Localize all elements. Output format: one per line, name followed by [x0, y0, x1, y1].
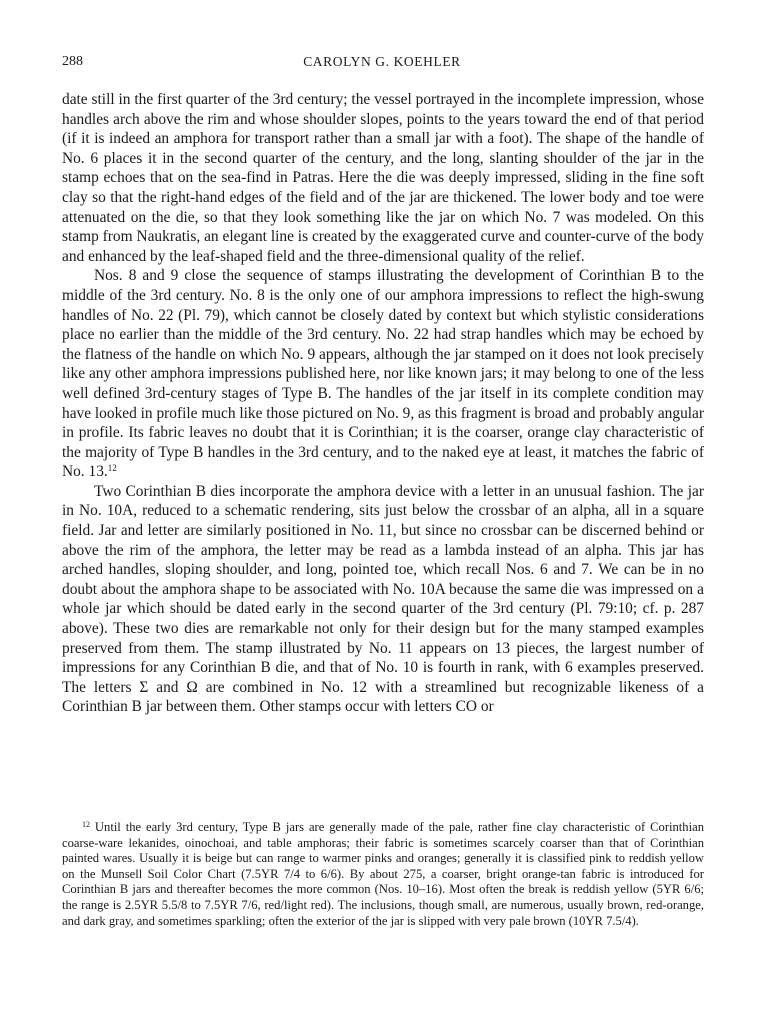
paragraph-text: Nos. 8 and 9 close the sequence of stamps illustrating the development of Corinthian B to the middle of the 3rd century. No. 8 is the only one of our amphora impressions to reflect the high-swung handles of No. 22 (Pl. 79), which cannot be closely dated by context but which stylistic considerations place no earlier than the middle of the 3rd century. No. 22 had strap handles which may be echoed by the flatness of the handle on which No. 9 appears, although the jar stamped on it does not look precisely like any other amphora impressions published here, nor like known jars; it may belong to one of the less well defined 3rd-century stages of Type B. The handles of the jar itself in its complete condition may have looked in profile much like those pictured on No. 9, as this fragment is broad and probably angular in profile. Its fabric leaves no doubt that it is Corinthian; it is the coarser, orange clay characteristic of the majority of Type B handles in the 3rd century, and to the naked eye at least, it matches the fabric of No. 13.: [62, 267, 704, 481]
page-number: 288: [62, 54, 83, 69]
page-header: [62, 54, 702, 74]
footnote-12: [62, 820, 704, 929]
paragraph-3: [62, 482, 704, 717]
footnote-ref-12[interactable]: 12: [107, 463, 117, 474]
paragraph-1: [62, 90, 704, 266]
paragraph-2: [62, 266, 704, 482]
paragraph-text: date still in the first quarter of the 3rd century; the vessel portrayed in the incomplete impression, whose handles arch above the rim and whose shoulder slopes, points to the years toward the end of that period (if it is indeed an amphora for transport rather than a small jar with a foot). The shape of the handle of No. 6 places it in the second quarter of the century, and the long, slanting shoulder of the jar in the stamp echoes that on the sea-find in Patras. Here the die was deeply impressed, sliding in the fine soft clay so that the right-hand edges of the field and of the jar are thickened. The lower body and toe were attenuated on the die, so that they look something like the jar on which No. 7 was modeled. On this stamp from Naukratis, an elegant line is created by the exaggerated curve and counter-curve of the body and enhanced by the leaf-shaped field and the three-dimensional quality of the relief.: [62, 91, 704, 265]
footnote-number: 12: [82, 820, 90, 829]
main-text: [62, 90, 704, 717]
footnotes: [62, 820, 704, 929]
running-head-author: CAROLYN G. KOEHLER: [303, 54, 461, 69]
paragraph-text: Two Corinthian B dies incorporate the amphora device with a letter in an unusual fashion. The jar in No. 10A, reduced to a schematic rendering, sits just below the crossbar of an alpha, all in a square field. Jar and letter are similarly positioned in No. 11, but since no crossbar can be discerned behind or above the rim of the amphora, the letter may be read as a lambda instead of an alpha. This jar has arched handles, sloping shoulder, and long, pointed toe, which recall Nos. 6 and 7. We can be in no doubt about the amphora shape to be associated with No. 10A because the same die was impressed on a whole jar which should be dated early in the second quarter of the 3rd century (Pl. 79:10; cf. p. 287 above). These two dies are remarkable not only for their design but for the many stamped examples preserved from them. The stamp illustrated by No. 11 appears on 13 pieces, the largest number of impressions for any Corinthian B die, and that of No. 10 is fourth in rank, with 6 examples preserved. The letters Σ and Ω are combined in No. 12 with a streamlined but recognizable likeness of a Corinthian B jar between them. Other stamps occur with letters CO or: [62, 482, 704, 716]
footnote-text: Until the early 3rd century, Type B jars are generally made of the pale, rather fine clay characteristic of Corinthian coarse-ware lekanides, oinochoai, and table amphoras; their fabric is sometimes scarcely coarser than that of Corinthian painted wares. Usually it is beige but can range to warmer pinks and oranges; generally it is classified pink to reddish yellow on the Munsell Soil Color Chart (7.5YR 7/4 to 6/6). By about 275, a coarser, bright orange-tan fabric is introduced for Corinthian B jars and thereafter becomes the more common (Nos. 10–16). Most often the break is reddish yellow (5YR 6/6; the range is 2.5YR 5.5/8 to 7.5YR 7/6, red/light red). The inclusions, though small, are numerous, usually brown, red-orange, and dark gray, and sometimes sparkling; often the exterior of the jar is slipped with very pale brown (10YR 7.5/4).: [62, 820, 704, 928]
